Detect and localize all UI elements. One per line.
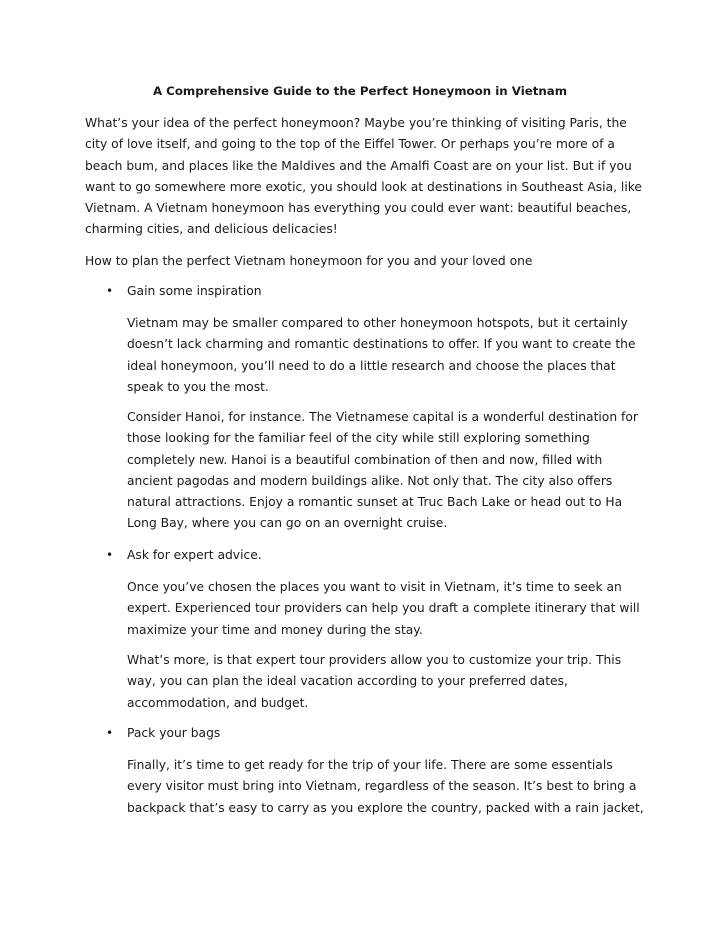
bullet-icon: • xyxy=(106,726,114,740)
bullet-heading: Ask for expert advice. xyxy=(127,548,262,562)
lead-paragraph: How to plan the perfect Vietnam honeymoon for you and your loved one xyxy=(85,254,533,268)
bullet-icon: • xyxy=(106,284,114,298)
section-paragraph: Consider Hanoi, for instance. The Vietnamese capital is a wonderful destination for those looking for the familiar feel of the city while still exploring something completely new. Hanoi is a beautiful combination of then and now, filled with ancient pagodas and modern buildings alike. Not only that. The city also offers natural attractions. Enjoy a romantic sunset at Truc Bach Lake or head out to Ha Long Bay, where you can go on an overnight cruise. xyxy=(127,410,638,531)
bullet-heading: Pack your bags xyxy=(127,726,221,740)
document-title: A Comprehensive Guide to the Perfect Honeymoon in Vietnam xyxy=(152,84,568,98)
section-paragraph: Once you’ve chosen the places you want to visit in Vietnam, it’s time to seek an expert. Experienced tour providers can help you draft a complete itinerary that will maximize your time and money during the stay. xyxy=(127,580,640,637)
bullet-icon: • xyxy=(106,548,114,562)
section-paragraph: Vietnam may be smaller compared to other honeymoon hotspots, but it certainly doesn’t lack charming and romantic destinations to offer. If you want to create the ideal honeymoon, you’ll need to do a little research and choose the places that speak to you the most. xyxy=(127,316,636,394)
section-paragraph: What’s more, is that expert tour providers allow you to customize your trip. This way, you can plan the ideal vacation according to your preferred dates, accommodation, and budget. xyxy=(127,653,622,710)
intro-paragraph: What’s your idea of the perfect honeymoon? Maybe you’re thinking of visiting Paris, the city of love itself, and going to the top of the Eiffel Tower. Or perhaps you’re more of a beach bum, and places like the Maldives and the Amalfi Coast are on your list. But if you want to go somewhere more exotic, you should look at destinations in Southeast Asia, like Vietnam. A Vietnam honeymoon has everything you could ever want: beautiful beaches, charming cities, and delicious delicacies! xyxy=(85,116,642,237)
bullet-heading: Gain some inspiration xyxy=(127,284,262,298)
section-paragraph: Finally, it’s time to get ready for the trip of your life. There are some essentials every visitor must bring into Vietnam, regardless of the season. It’s best to bring a backpack that’s easy to carry as you explore the country, packed with a rain jacket, xyxy=(127,758,644,815)
